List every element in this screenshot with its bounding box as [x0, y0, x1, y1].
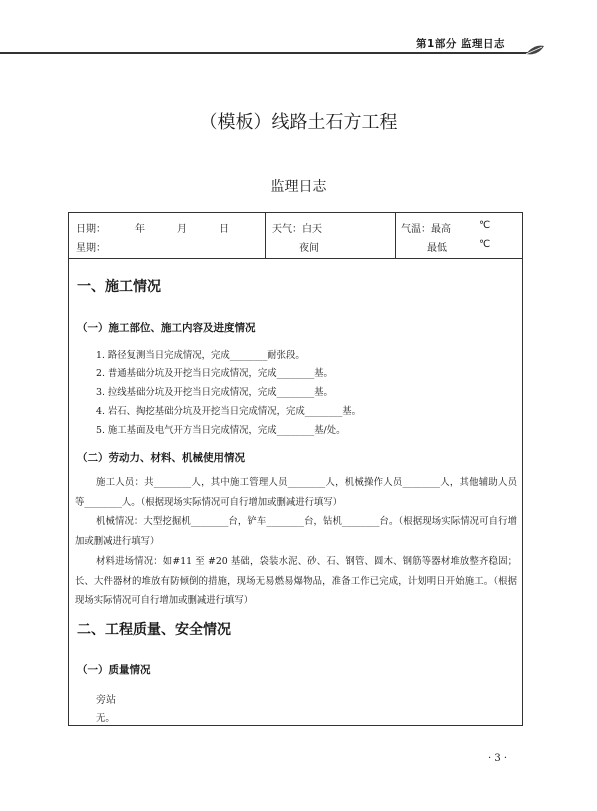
subsection-heading-quality: （一）质量情况 — [77, 664, 151, 676]
subsection-heading-resources: （二）劳动力、材料、机械使用情况 — [77, 452, 245, 464]
supervision-item-label: 旁站 — [96, 695, 116, 706]
machinery-paragraph: 机械情况：大型挖掘机________台，铲车________台，钻机________台。（根据现场实际情况可自行增加或删减进行填写） — [75, 516, 517, 547]
progress-item: 1. 路径复测当日完成情况，完成________耐张段。 — [96, 350, 305, 361]
progress-item: 3. 拉线基础分坑及开挖当日完成情况，完成________基。 — [96, 387, 333, 398]
info-row — [69, 213, 522, 259]
column-divider — [395, 213, 396, 258]
month-label: 月 — [177, 224, 187, 235]
column-divider — [265, 213, 266, 258]
date-label: 日期： — [76, 224, 106, 235]
temperature-high-unit: ℃ — [479, 220, 491, 231]
supervision-log-form — [68, 212, 523, 726]
temperature-low-unit: ℃ — [479, 239, 491, 250]
subsection-heading-progress: （一）施工部位、施工内容及进度情况 — [77, 322, 256, 334]
progress-item: 2. 普通基础分坑及开挖当日完成情况，完成________基。 — [96, 368, 333, 379]
temperature-low-label: 最低 — [427, 243, 447, 254]
leaf-ornament-icon — [524, 40, 546, 62]
temperature-high-label: 气温：最高 — [401, 224, 451, 235]
page-header — [0, 0, 597, 60]
page-number: · 3 · — [488, 753, 508, 764]
weather-day-label: 天气：白天 — [272, 224, 322, 235]
materials-paragraph: 材料进场情况：如#11 至 #20 基础，袋装水泥、砂、石、钢管、圆木、钢筋等器材堆放整齐稳固；长、大件器材的堆放有防倾倒的措施，现场无易燃易爆物品，准备工作已完成，计划明日开始施工。（根据现场实际情况可自行增加或删减进行填写） — [75, 556, 517, 607]
weekday-label: 星期： — [76, 243, 106, 254]
year-label: 年 — [135, 224, 145, 235]
running-title: 第1部分 监理日志 — [416, 38, 505, 50]
day-label: 日 — [219, 224, 229, 235]
weather-night-label: 夜间 — [299, 243, 319, 254]
document-title: （模板）线路土石方工程 — [199, 112, 398, 133]
document-subtitle: 监理日志 — [270, 179, 327, 195]
supervision-item-value: 无。 — [96, 713, 115, 724]
header-rule — [0, 52, 530, 54]
progress-item: 5. 施工基面及电气开方当日完成情况，完成________基/处。 — [96, 425, 346, 436]
progress-item: 4. 岩石、掏挖基础分坑及开挖当日完成情况，完成________基。 — [96, 406, 362, 417]
section-heading-construction: 一、施工情况 — [77, 279, 161, 295]
section-heading-quality-safety: 二、工程质量、安全情况 — [77, 622, 231, 638]
labor-paragraph: 施工人员：共________人，其中施工管理人员________人，机械操作人员________人，其他辅助人员等________人。（根据现场实际情况可自行增加或删减进行填写） — [75, 477, 517, 508]
